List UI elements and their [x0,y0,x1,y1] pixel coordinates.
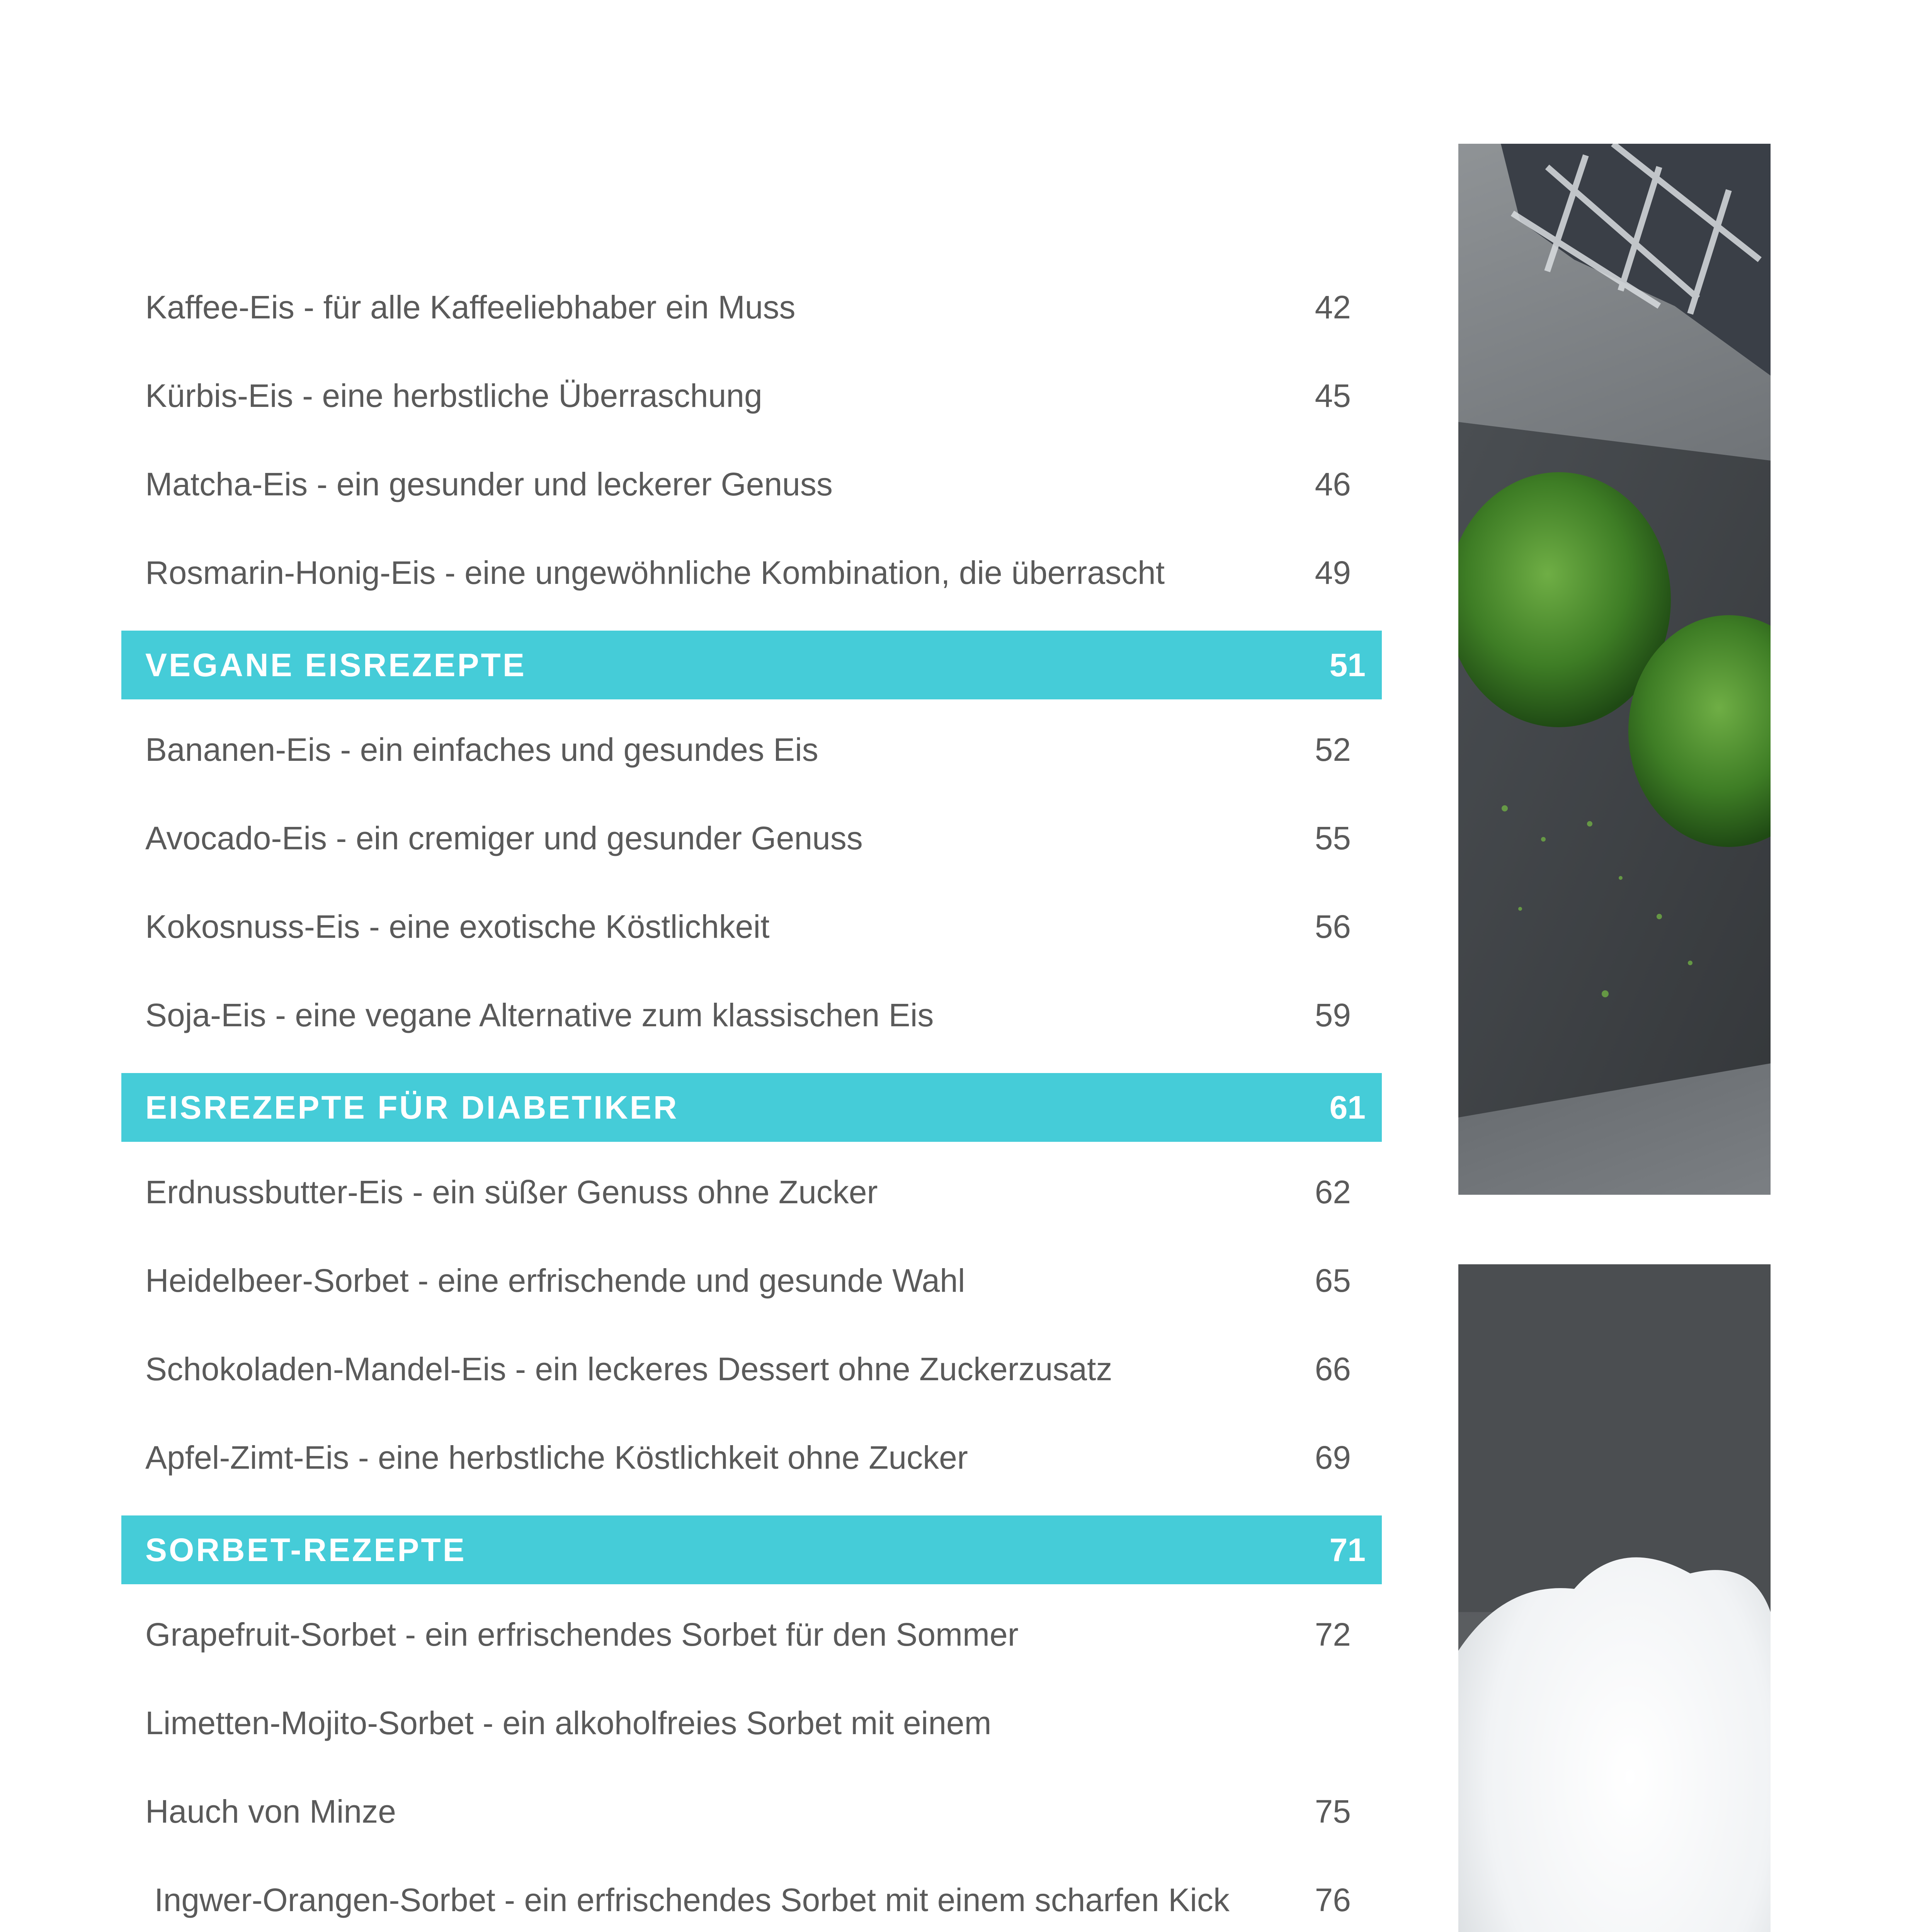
toc-entry[interactable] [145,1169,1374,1215]
toc-entry-page: 62 [1315,1174,1351,1210]
section-page: 71 [1329,1532,1366,1568]
toc-entry[interactable] [145,284,1374,330]
toc-entry-page: 45 [1315,378,1351,414]
toc-entry-title: Bananen-Eis - ein einfaches und gesundes Eis [145,731,818,768]
toc-entry-page: 56 [1315,908,1351,945]
toc-entry-title: Matcha-Eis - ein gesunder und leckerer Genuss [145,466,833,502]
toc-entry-title: Rosmarin-Honig-Eis - eine ungewöhnliche Kombination, die überrascht [145,554,1165,591]
toc-section-header[interactable] [121,1073,1382,1142]
toc-entry-title: Kokosnuss-Eis - eine exotische Köstlichkeit [145,908,770,945]
matcha-ice-cream-photo [1458,144,1771,1195]
toc-entry[interactable] [145,1346,1374,1392]
toc-entry[interactable] [145,549,1374,596]
toc-entry-title: Erdnussbutter-Eis - ein süßer Genuss ohne Zucker [145,1174,878,1210]
toc-entry-page: 65 [1315,1262,1351,1299]
toc-entry-title: Soja-Eis - eine vegane Alternative zum klassischen Eis [145,997,934,1033]
toc-entry-page: 46 [1315,466,1351,502]
section-page: 51 [1329,647,1366,683]
section-title: EISREZEPTE FÜR DIABETIKER [145,1089,679,1126]
section-title: VEGANE EISREZEPTE [145,647,526,683]
toc-entry-page: 52 [1315,731,1351,768]
toc-entry-title: Kaffee-Eis - für alle Kaffeeliebhaber ein Muss [145,289,796,325]
toc-entry[interactable] [145,1434,1374,1481]
coconut-photo-illustration [1458,1264,1771,1932]
toc-entry-page: 55 [1315,820,1351,856]
section-title: SORBET-REZEPTE [145,1532,466,1568]
toc-entry-title: Limetten-Mojito-Sorbet - ein alkoholfreies Sorbet mit einem [145,1705,992,1741]
toc-entry[interactable] [145,992,1374,1038]
toc-entry-page: 72 [1315,1616,1351,1653]
toc-entry-page: 49 [1315,554,1351,591]
toc-entry-page: 66 [1315,1351,1351,1387]
toc-entry[interactable] [145,372,1374,419]
toc-entry[interactable] [145,1877,1374,1923]
toc-entry-title: Grapefruit-Sorbet - ein erfrischendes Sorbet für den Sommer [145,1616,1019,1653]
toc-entry[interactable] [145,1257,1374,1304]
toc-entry-title: Avocado-Eis - ein cremiger und gesunder Genuss [145,820,863,856]
toc-entry-page: 69 [1315,1439,1351,1476]
coconut-ice-cream-photo [1458,1264,1771,1932]
toc-section-header[interactable] [121,1515,1382,1584]
toc-entry[interactable] [145,1700,1374,1746]
toc-entry[interactable] [145,1788,1374,1835]
toc-entry[interactable] [145,726,1374,773]
matcha-photo-illustration [1458,144,1771,1195]
section-page: 61 [1329,1089,1366,1126]
toc-entry-page: 75 [1315,1793,1351,1830]
toc-entry[interactable] [145,815,1374,861]
toc-entry-page: 42 [1315,289,1351,325]
toc-entry-title: Kürbis-Eis - eine herbstliche Überraschung [145,378,762,414]
toc-entry-title: Ingwer-Orangen-Sorbet - ein erfrischendes Sorbet mit einem scharfen Kick [145,1882,1230,1918]
toc-entry[interactable] [145,903,1374,950]
toc-entry-page: 59 [1315,997,1351,1033]
toc-entry[interactable] [145,461,1374,507]
toc-entry-title: Apfel-Zimt-Eis - eine herbstliche Köstlichkeit ohne Zucker [145,1439,968,1476]
toc-entry-title: Hauch von Minze [145,1793,396,1830]
toc-entry[interactable] [145,1611,1374,1658]
toc-entry-page: 76 [1315,1882,1351,1918]
toc-section-header[interactable] [121,631,1382,699]
toc-entry-title: Schokoladen-Mandel-Eis - ein leckeres Dessert ohne Zuckerzusatz [145,1351,1112,1387]
toc-entry-title: Heidelbeer-Sorbet - eine erfrischende und gesunde Wahl [145,1262,965,1299]
